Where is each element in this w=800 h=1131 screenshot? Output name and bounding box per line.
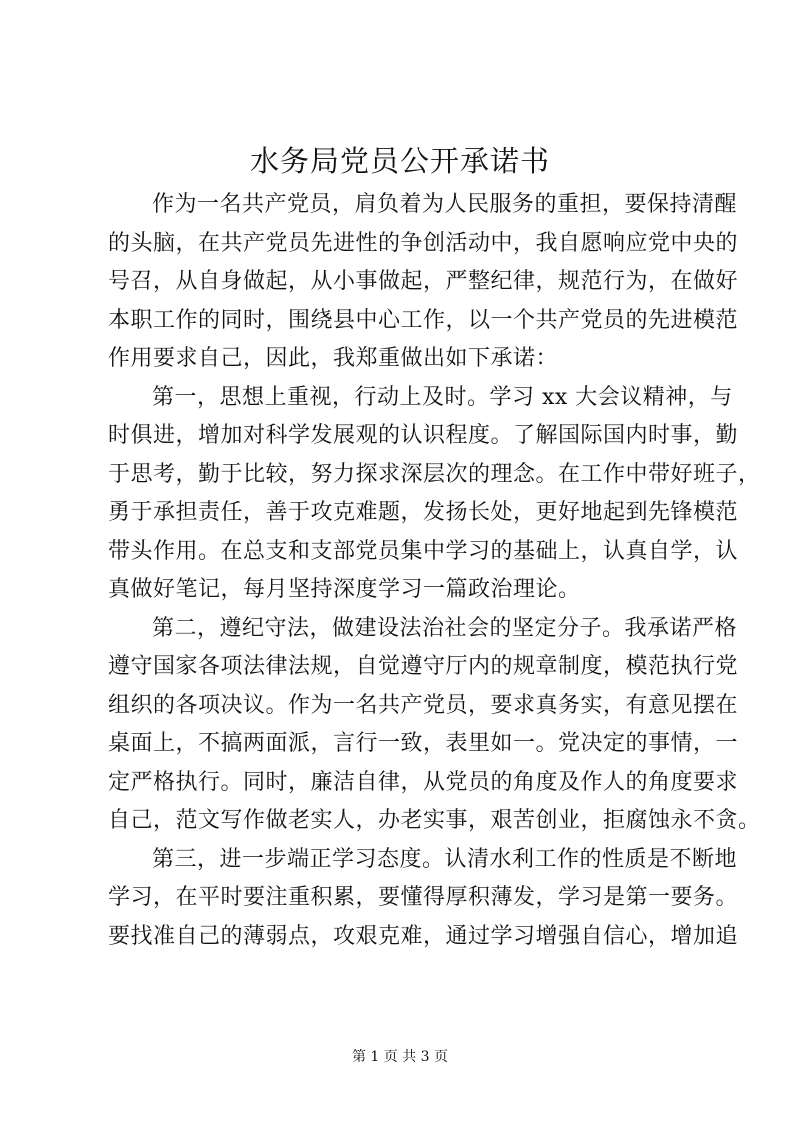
document-title: 水务局党员公开承诺书	[249, 144, 550, 178]
document-body	[108, 186, 761, 956]
paragraph-line: 要找准自己的薄弱点，攻艰克难，通过学习增强自信心，增加追	[108, 923, 739, 949]
paragraph-line: 勇于承担责任，善于攻克难题，发扬长处，更好地起到先锋模范	[108, 500, 739, 525]
paragraph-line: 号召，从自身做起，从小事做起，严整纪律，规范行为，在做好	[108, 269, 739, 294]
paragraph-line: 定严格执行。同时，廉洁自律，从党员的角度及作人的角度要求	[108, 769, 739, 795]
paragraph-line: 遵守国家各项法律法规，自觉遵守厅内的规章制度，模范执行党	[108, 654, 739, 679]
paragraph-line: 第二，遵纪守法，做建设法治社会的坚定分子。我承诺严格	[152, 615, 738, 641]
paragraph-line: 第三，进一步端正学习态度。认清水利工作的性质是不断地	[152, 846, 738, 872]
paragraph-line: 真做好笔记，每月坚持深度学习一篇政治理论。	[108, 577, 581, 602]
paragraph-line: 组织的各项决议。作为一名共产党员，要求真务实，有意见摆在	[108, 692, 739, 718]
page-number-footer: 第 1 页 共 3 页	[351, 1049, 449, 1065]
paragraph-line: 于思考，勤于比较，努力探求深层次的理念。在工作中带好班子，	[108, 461, 761, 487]
paragraph-line: 第一，思想上重视，行动上及时。学习 xx 大会议精神，与	[152, 384, 733, 410]
paragraph-line: 作用要求自己，因此，我郑重做出如下承诺：	[108, 346, 559, 371]
paragraph-line: 学习，在平时要注重积累，要懂得厚积薄发，学习是第一要务。	[108, 885, 739, 910]
paragraph-line: 作为一名共产党员，肩负着为人民服务的重担，要保持清醒	[152, 192, 738, 217]
paragraph-line: 带头作用。在总支和支部党员集中学习的基础上，认真自学，认	[108, 538, 739, 564]
paragraph-line: 桌面上，不搞两面派，言行一致，表里如一。党决定的事情，一	[108, 731, 739, 756]
paragraph-line: 的头脑，在共产党员先进性的争创活动中，我自愿响应党中央的	[108, 230, 739, 256]
paragraph-line: 自己，范文写作做老实人，办老实事，艰苦创业，拒腐蚀永不贪。	[108, 808, 761, 833]
paragraph-line: 时俱进，增加对科学发展观的认识程度。了解国际国内时事，勤	[108, 423, 739, 448]
paragraph-line: 本职工作的同时，围绕县中心工作，以一个共产党员的先进模范	[108, 307, 739, 333]
